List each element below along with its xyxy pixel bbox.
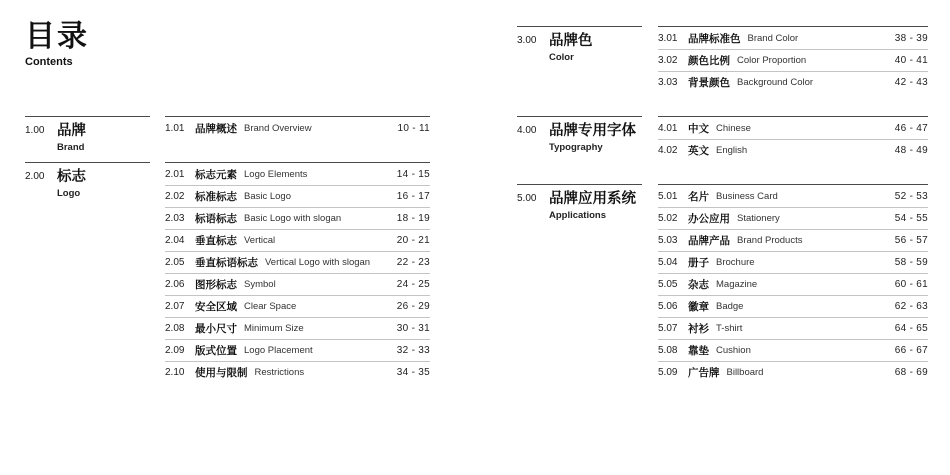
toc-row — [658, 339, 928, 361]
item-pages: 22 - 23 — [396, 257, 430, 268]
item-title-en: Chinese — [716, 123, 751, 134]
toc-row — [658, 139, 928, 161]
item-title-en: Clear Space — [244, 301, 297, 312]
item-number: 2.05 — [165, 257, 185, 268]
item-title-zh: 品牌标准色 — [688, 33, 741, 45]
item-number: 3.02 — [658, 55, 678, 66]
item-title-en: English — [716, 145, 748, 156]
toc-row — [165, 207, 430, 229]
toc-row — [165, 361, 430, 383]
item-title-en: Basic Logo — [244, 191, 292, 202]
section-header-color — [517, 26, 642, 63]
item-title-en: Badge — [716, 301, 744, 312]
item-title-en: Vertical — [244, 235, 276, 246]
item-number: 2.01 — [165, 169, 185, 180]
section-title-zh: 品牌专用字体 — [549, 123, 636, 139]
section-title-zh: 品牌色 — [549, 33, 593, 49]
item-title-en: Vertical Logo with slogan — [265, 257, 371, 268]
toc-row — [658, 186, 928, 207]
item-title-zh: 杂志 — [688, 279, 709, 291]
item-title-zh: 颜色比例 — [688, 55, 730, 67]
item-title-en: Brand Products — [737, 235, 803, 246]
item-title-en: Restrictions — [254, 367, 305, 378]
item-number: 5.01 — [658, 191, 678, 202]
toc-row — [165, 229, 430, 251]
page-subtitle: Contents — [25, 56, 73, 68]
item-title-zh: 中文 — [688, 123, 709, 135]
item-pages: 26 - 29 — [396, 301, 430, 312]
item-title-zh: 使用与限制 — [195, 367, 248, 379]
item-pages: 24 - 25 — [396, 279, 430, 290]
toc-row — [658, 118, 928, 139]
item-title-zh: 标志元素 — [195, 169, 237, 181]
item-title-zh: 标语标志 — [195, 213, 237, 225]
item-title-zh: 版式位置 — [195, 345, 237, 357]
item-number: 2.04 — [165, 235, 185, 246]
item-pages: 58 - 59 — [894, 257, 928, 268]
item-number: 2.06 — [165, 279, 185, 290]
item-title-zh: 品牌产品 — [688, 235, 730, 247]
section-title-zh: 品牌应用系统 — [549, 191, 636, 207]
item-number: 5.08 — [658, 345, 678, 356]
item-title-en: Brochure — [716, 257, 755, 268]
item-number: 2.02 — [165, 191, 185, 202]
item-number: 5.05 — [658, 279, 678, 290]
item-title-en: Brand Color — [747, 33, 799, 44]
item-title-en: Color Proportion — [737, 55, 807, 66]
section-header-applications — [517, 184, 642, 221]
item-title-en: Background Color — [737, 77, 814, 88]
toc-row — [658, 71, 928, 93]
section-title-en: Logo — [57, 188, 81, 199]
item-number: 5.09 — [658, 367, 678, 378]
section-title-en: Typography — [549, 142, 603, 153]
item-number: 1.01 — [165, 123, 185, 134]
toc-row — [658, 251, 928, 273]
item-number: 5.04 — [658, 257, 678, 268]
item-title-zh: 最小尺寸 — [195, 323, 237, 335]
item-pages: 64 - 65 — [894, 323, 928, 334]
item-pages: 38 - 39 — [894, 33, 928, 44]
item-number: 3.03 — [658, 77, 678, 88]
item-pages: 54 - 55 — [894, 213, 928, 224]
item-pages: 20 - 21 — [396, 235, 430, 246]
section-titles — [57, 169, 86, 199]
item-number: 5.07 — [658, 323, 678, 334]
section-title-en: Brand — [57, 142, 85, 153]
item-pages: 46 - 47 — [894, 123, 928, 134]
section-title-en: Applications — [549, 210, 607, 221]
toc-row — [658, 361, 928, 383]
toc-row — [165, 118, 430, 139]
item-title-en: Minimum Size — [244, 323, 304, 334]
section-header-typography — [517, 116, 642, 153]
item-number: 2.07 — [165, 301, 185, 312]
item-title-zh: 垂直标语标志 — [195, 257, 258, 269]
toc-row — [165, 317, 430, 339]
page-title: 目录 — [25, 20, 89, 53]
item-pages: 56 - 57 — [894, 235, 928, 246]
toc-group-typography — [658, 116, 928, 161]
item-number: 5.02 — [658, 213, 678, 224]
section-title-en: Color — [549, 52, 574, 63]
item-title-en: Basic Logo with slogan — [244, 213, 342, 224]
item-title-zh: 靠垫 — [688, 345, 709, 357]
item-number: 2.10 — [165, 367, 185, 378]
item-title-zh: 衬衫 — [688, 323, 709, 335]
toc-group-applications — [658, 184, 928, 383]
item-title-zh: 英文 — [688, 145, 709, 157]
section-titles — [549, 191, 636, 221]
item-pages: 32 - 33 — [396, 345, 430, 356]
item-title-en: Stationery — [737, 213, 780, 224]
toc-group-brand — [165, 116, 430, 139]
item-pages: 10 - 11 — [397, 123, 430, 134]
item-pages: 14 - 15 — [396, 169, 430, 180]
item-title-en: Brand Overview — [244, 123, 312, 134]
item-title-en: Business Card — [716, 191, 778, 202]
item-title-zh: 标准标志 — [195, 191, 237, 203]
item-pages: 42 - 43 — [894, 77, 928, 88]
section-header-brand — [25, 116, 150, 153]
item-number: 4.02 — [658, 145, 678, 156]
item-pages: 34 - 35 — [396, 367, 430, 378]
item-number: 2.09 — [165, 345, 185, 356]
item-title-zh: 册子 — [688, 257, 709, 269]
toc-row — [165, 273, 430, 295]
section-title-zh: 标志 — [57, 169, 86, 185]
item-number: 3.01 — [658, 33, 678, 44]
toc-row — [165, 164, 430, 185]
item-number: 5.06 — [658, 301, 678, 312]
section-title-zh: 品牌 — [57, 123, 86, 139]
item-title-en: T-shirt — [716, 323, 743, 334]
item-pages: 48 - 49 — [894, 145, 928, 156]
section-titles — [549, 123, 636, 153]
toc-row — [658, 49, 928, 71]
section-number: 4.00 — [517, 125, 537, 136]
item-pages: 16 - 17 — [396, 191, 430, 202]
item-number: 5.03 — [658, 235, 678, 246]
toc-row — [165, 185, 430, 207]
toc-group-logo — [165, 162, 430, 383]
section-titles — [57, 123, 86, 153]
item-title-zh: 办公应用 — [688, 213, 730, 225]
section-number: 3.00 — [517, 35, 537, 46]
item-title-zh: 图形标志 — [195, 279, 237, 291]
toc-row — [658, 273, 928, 295]
page-title-block — [25, 20, 89, 68]
item-pages: 62 - 63 — [894, 301, 928, 312]
section-titles — [549, 33, 593, 63]
item-title-zh: 安全区域 — [195, 301, 237, 313]
toc-row — [165, 251, 430, 273]
item-title-en: Billboard — [726, 367, 764, 378]
item-title-en: Cushion — [716, 345, 751, 356]
item-title-en: Symbol — [244, 279, 276, 290]
toc-group-color — [658, 26, 928, 93]
section-number: 2.00 — [25, 171, 45, 182]
item-pages: 52 - 53 — [894, 191, 928, 202]
item-title-zh: 品牌概述 — [195, 123, 237, 135]
item-number: 2.03 — [165, 213, 185, 224]
item-pages: 66 - 67 — [894, 345, 928, 356]
item-title-zh: 徽章 — [688, 301, 709, 313]
item-pages: 30 - 31 — [396, 323, 430, 334]
section-number: 1.00 — [25, 125, 45, 136]
item-title-zh: 广告牌 — [688, 367, 720, 379]
item-title-zh: 背景颜色 — [688, 77, 730, 89]
toc-row — [658, 28, 928, 49]
item-pages: 68 - 69 — [894, 367, 928, 378]
item-pages: 60 - 61 — [894, 279, 928, 290]
toc-row — [165, 339, 430, 361]
item-title-zh: 垂直标志 — [195, 235, 237, 247]
item-title-en: Magazine — [716, 279, 758, 290]
toc-row — [165, 295, 430, 317]
item-title-en: Logo Elements — [244, 169, 308, 180]
toc-row — [658, 229, 928, 251]
item-pages: 40 - 41 — [894, 55, 928, 66]
item-number: 4.01 — [658, 123, 678, 134]
item-pages: 18 - 19 — [396, 213, 430, 224]
section-number: 5.00 — [517, 193, 537, 204]
toc-row — [658, 207, 928, 229]
item-number: 2.08 — [165, 323, 185, 334]
toc-row — [658, 295, 928, 317]
section-header-logo — [25, 162, 150, 199]
toc-row — [658, 317, 928, 339]
item-title-en: Logo Placement — [244, 345, 313, 356]
item-title-zh: 名片 — [688, 191, 709, 203]
